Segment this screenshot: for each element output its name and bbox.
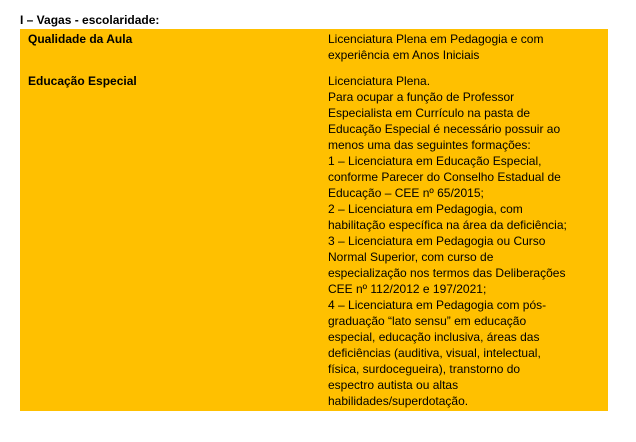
requirement-line: Para ocupar a função de Professor: [328, 90, 515, 104]
requirement-line: deficiências (auditiva, visual, intelectual,: [328, 346, 541, 360]
requirement-line: especialização nos termos das Deliberações: [328, 266, 566, 280]
position-name: Qualidade da Aula: [28, 32, 133, 46]
requirement-line: habilidades/superdotação.: [328, 394, 469, 408]
requirement-line: física, surdocegueira), transtorno do: [328, 362, 521, 376]
requirement-line: Especialista em Currículo na pasta de: [328, 106, 531, 120]
requirement-line: habilitação específica na área da deficiência;: [328, 218, 567, 232]
requirement-line: CEE nº 112/2012 e 197/2021;: [328, 282, 487, 296]
requirements-cell: [320, 29, 608, 73]
requirement-line: experiência em Anos Iniciais: [328, 48, 480, 62]
requirements-cell: [320, 73, 608, 411]
requirement-line: 1 – Licenciatura em Educação Especial,: [328, 154, 542, 168]
vacancies-table: [20, 29, 608, 411]
requirement-line: 3 – Licenciatura em Pedagogia ou Curso: [328, 234, 546, 248]
requirement-line: graduação “lato sensu” em educação: [328, 314, 527, 328]
requirement-line: espectro autista ou altas: [328, 378, 459, 392]
requirement-line: especial, educação inclusiva, áreas das: [328, 330, 540, 344]
table-row: [20, 29, 608, 73]
requirement-line: 2 – Licenciatura em Pedagogia, com: [328, 202, 523, 216]
section-title: I – Vagas - escolaridade:: [20, 13, 160, 27]
requirement-line: Licenciatura Plena.: [328, 74, 431, 88]
table-row: [20, 73, 608, 411]
requirement-line: menos uma das seguintes formações:: [328, 138, 531, 152]
requirement-line: conforme Parecer do Conselho Estadual de: [328, 170, 561, 184]
requirement-line: 4 – Licenciatura em Pedagogia com pós-: [328, 298, 547, 312]
requirement-line: Educação – CEE nº 65/2015;: [328, 186, 484, 200]
position-name: Educação Especial: [28, 74, 137, 88]
requirement-line: Normal Superior, com curso de: [328, 250, 494, 264]
requirement-line: Licenciatura Plena em Pedagogia e com: [328, 32, 544, 46]
requirement-line: Educação Especial é necessário possuir ao: [328, 122, 561, 136]
